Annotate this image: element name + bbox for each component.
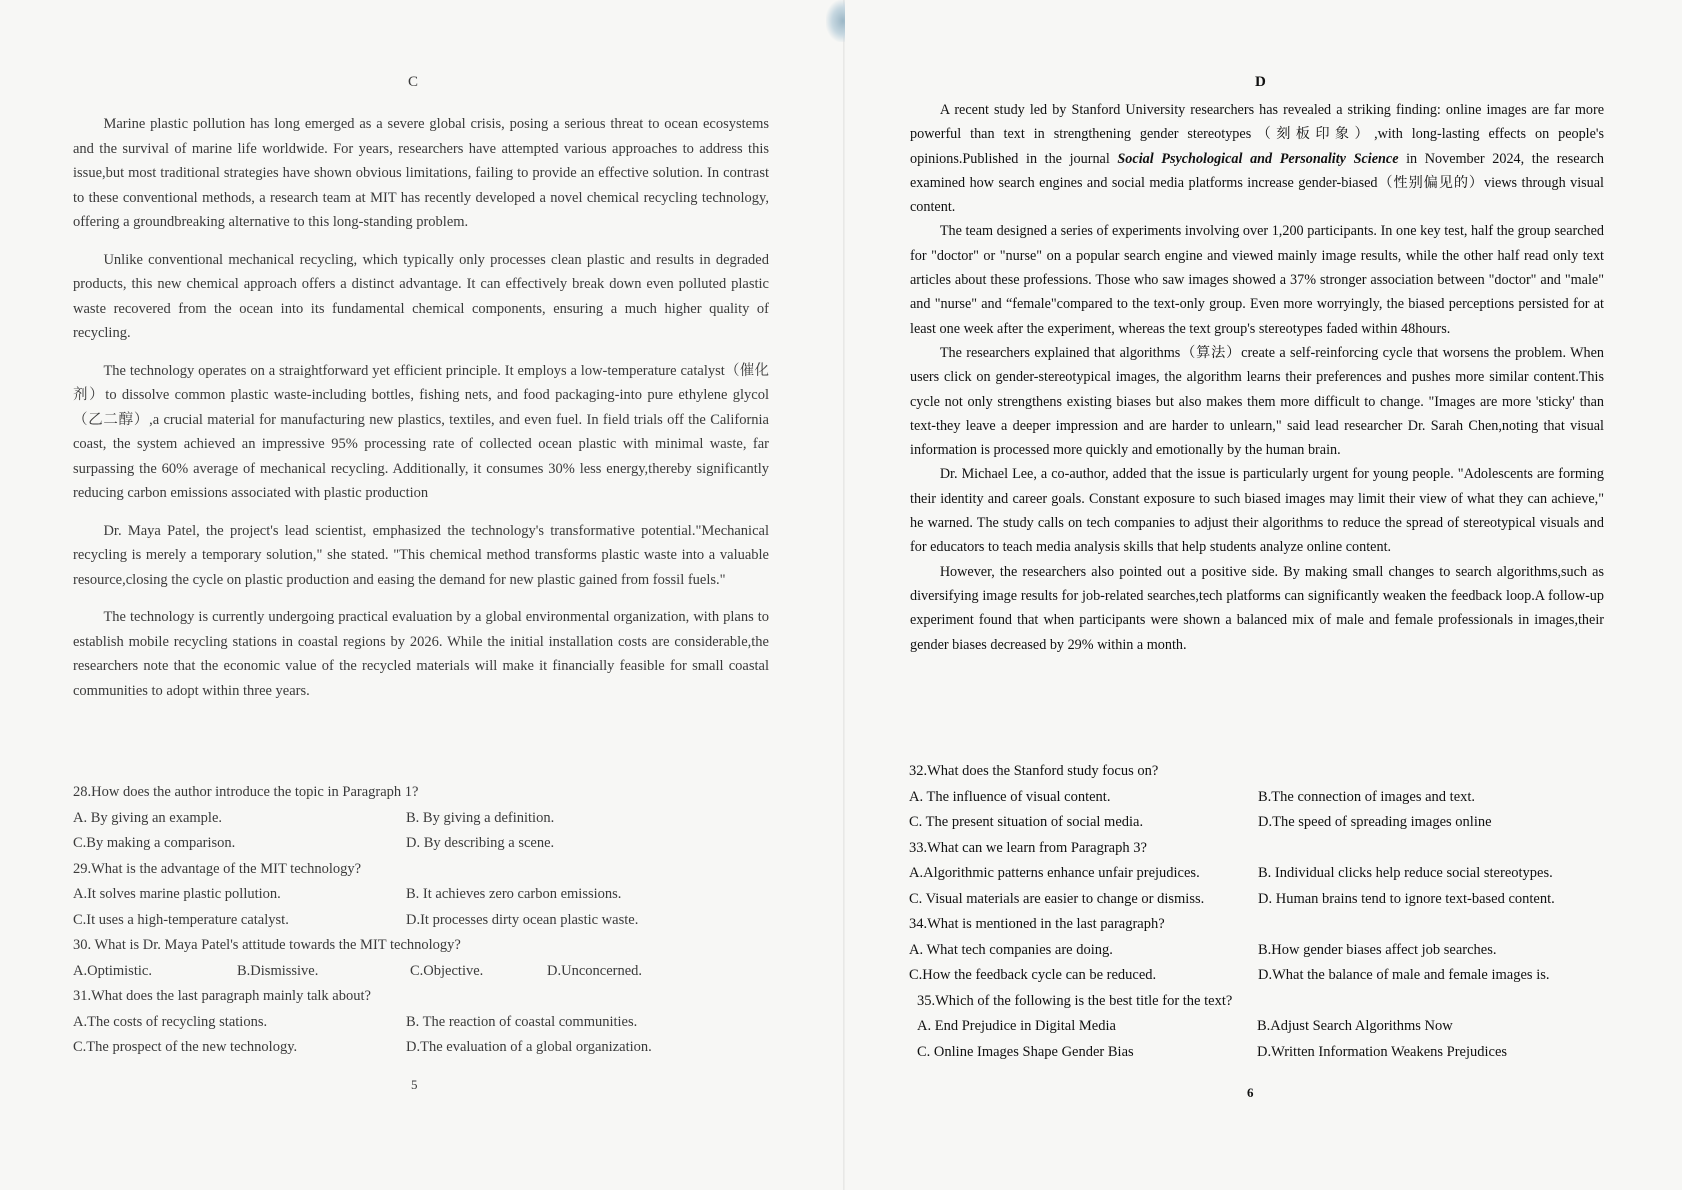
passage-c	[73, 112, 769, 716]
paragraph: Unlike conventional mechanical recycling, which typically only processes clean plastic and results in degraded products, this new chemical approach offers a distinct advantage. It can effectively break down even polluted plastic waste recovered from the ocean into its fundamental chemical components, ensuring a much higher quality of recycling.	[73, 251, 769, 341]
option-row	[909, 1018, 1629, 1044]
option-row	[73, 963, 773, 989]
option-row	[909, 865, 1629, 891]
option-row	[73, 1039, 773, 1065]
option: A. End Prejudice in Digital Media	[917, 1018, 1116, 1034]
option-row	[909, 789, 1629, 815]
option: C.By making a comparison.	[73, 835, 236, 851]
option: B. The reaction of coastal communities.	[406, 1013, 638, 1030]
option: C.How the feedback cycle can be reduced.	[909, 967, 1157, 983]
option: C. Online Images Shape Gender Bias	[917, 1043, 1134, 1060]
option: C.Objective.	[410, 962, 484, 979]
questions-d	[909, 763, 1629, 1069]
option: A. The influence of visual content.	[909, 788, 1111, 805]
option: C. The present situation of social media.	[909, 814, 1144, 830]
option: D.It processes dirty ocean plastic waste.	[406, 911, 639, 928]
option: C. Visual materials are easier to change or dismiss.	[909, 890, 1205, 907]
section-title: D	[1255, 74, 1266, 90]
option-row	[73, 835, 773, 861]
option: C.It uses a high-temperature catalyst.	[73, 911, 289, 928]
right-page	[845, 0, 1682, 1190]
passage-d	[910, 98, 1604, 657]
option: B.Adjust Search Algorithms Now	[1257, 1018, 1453, 1034]
paragraph: The team designed a series of experiments involving over 1,200 participants. In one key test, half the group searched for "doctor" or "nurse" on a popular search engine and viewed mainly image results, while the other half read only text articles about these professions. Those who saw images showed a 37% stronger association between "doctor" and "male" and "nurse" and “female"compared to the text-only group. Even more worryingly, the biased perceptions persisted for at least one week after the experiment, whereas the text group's stereotypes faded within 48hours.	[910, 223, 1604, 337]
option: A. What tech companies are doing.	[909, 941, 1113, 958]
paragraph: The technology is currently undergoing practical evaluation by a global environmental organization, with plans to establish mobile recycling stations in coastal regions by 2026. While the initial installation costs are considerable,the researchers note that the economic value of the recycled materials will make it financially feasible for small coastal communities to adopt within three years.	[73, 609, 769, 699]
paragraph: The technology operates on a straightforward yet efficient principle. It employs a low-temperature catalyst（催化剂）to dissolve common plastic waste-including bottles, fishing nets, and food packaging-into pure ethylene glycol（乙二醇）,a crucial material for manufacturing new plastics, textiles, and even fuel. In field trials off the California coast, the system achieved an impressive 95% processing rate of collected ocean plastic with minimal waste, far surpassing the 60% average of mechanical recycling. Additionally, it consumes 30% less energy,thereby significantly reducing carbon emissions associated with plastic production	[73, 362, 769, 501]
section-title: C	[408, 74, 419, 90]
question-stem: 31.What does the last paragraph mainly talk about?	[73, 988, 371, 1004]
question-stem: 35.Which of the following is the best title for the text?	[917, 992, 1233, 1009]
question-stem: 34.What is mentioned in the last paragraph?	[909, 916, 1165, 932]
paragraph: Dr. Michael Lee, a co-author, added that the issue is particularly urgent for young people. "Adolescents are forming their identity and career goals. Constant exposure to such biased images may limit their view of what they can achieve," he warned. The study calls on tech companies to adjust their algorithms to reduce the spread of stereotypical visuals and for educators to teach media analysis skills that help students analyze online content.	[910, 466, 1604, 556]
option-row	[73, 886, 773, 912]
paragraph: However, the researchers also pointed out a positive side. By making small changes to search algorithms,such as diversifying image results for job-related searches,tech platforms can significantly weaken the feedback loop.A follow-up experiment found that when participants were shown a balanced mix of male and female professionals in images,their gender biases decreased by 29% within a month.	[910, 563, 1604, 653]
option: A. By giving an example.	[73, 809, 223, 826]
option: D.The speed of spreading images online	[1258, 814, 1492, 830]
option: D.Unconcerned.	[547, 962, 643, 979]
option: B.How gender biases affect job searches.	[1258, 941, 1497, 958]
option: B. It achieves zero carbon emissions.	[406, 886, 622, 902]
page-number: 5	[411, 1077, 418, 1092]
question-stem: 32.What does the Stanford study focus on?	[909, 763, 1159, 779]
option: C.The prospect of the new technology.	[73, 1039, 298, 1055]
question-stem: 33.What can we learn from Paragraph 3?	[909, 839, 1147, 856]
option: A.It solves marine plastic pollution.	[73, 886, 281, 902]
option-row	[909, 1044, 1629, 1070]
option: A.Algorithmic patterns enhance unfair prejudices.	[909, 865, 1200, 881]
option: D.Written Information Weakens Prejudices	[1257, 1043, 1508, 1060]
option: D.The evaluation of a global organization.	[406, 1039, 652, 1055]
option-row	[909, 814, 1629, 840]
paragraph: Dr. Maya Patel, the project's lead scientist, emphasized the technology's transformative potential."Mechanical recycling is merely a temporary solution," she stated. "This chemical method transforms plastic waste into a valuable resource,closing the cycle on plastic production and easing the demand for new plastic gained from fossil fuels."	[73, 522, 769, 588]
option-row	[73, 912, 773, 938]
paragraph: The researchers explained that algorithms（算法）create a self-reinforcing cycle that worsens the problem. When users click on gender-stereotypical images, the algorithm learns their preferences and pushes more similar content.This cycle not only strengthens existing biases but also makes them more difficult to change. "Images are more 'sticky' than text-they leave a deeper impression and are harder to unlearn," said lead researcher Dr. Sarah Chen,noting that visual information is processed more quickly and emotionally by the human brain.	[910, 344, 1604, 459]
option-row	[73, 1014, 773, 1040]
option: B.Dismissive.	[237, 962, 319, 979]
journal-title: Social Psychological and Personality Science	[1117, 150, 1399, 167]
question-stem: 28.How does the author introduce the topic in Paragraph 1?	[73, 784, 419, 800]
option: D. Human brains tend to ignore text-based content.	[1258, 890, 1555, 907]
question-stem: 30. What is Dr. Maya Patel's attitude towards the MIT technology?	[73, 937, 461, 953]
question-stem: 29.What is the advantage of the MIT technology?	[73, 860, 362, 877]
option-row	[73, 810, 773, 836]
option-row	[909, 942, 1629, 968]
option: D.What the balance of male and female images is.	[1258, 967, 1550, 983]
option: A.The costs of recycling stations.	[73, 1013, 268, 1030]
page-number: 6	[1247, 1085, 1254, 1100]
paragraph: A recent study led by Stanford University researchers has revealed a striking finding: online images are far more powerful than text in strengthening gender stereotypes（刻板印象）,with long-lasting effects on people's opinions.Published in the journal Social Psychological and Personality Science in November 2024, the research examined how search engines and social media platforms increase gender-biased（性别偏见的）views through visual content.	[910, 102, 1604, 216]
questions-c	[73, 784, 773, 1065]
option: A.Optimistic.	[73, 962, 152, 979]
option-row	[909, 967, 1629, 993]
option: B. Individual clicks help reduce social stereotypes.	[1258, 865, 1553, 881]
option: B.The connection of images and text.	[1258, 788, 1476, 805]
paragraph: Marine plastic pollution has long emerged as a severe global crisis, posing a serious threat to ocean ecosystems and the survival of marine life worldwide. For years, researchers have attempted various approaches to address this issue,but most traditional strategies have shown obvious limitations, failing to provide an effective solution. In contrast to these conventional methods, a research team at MIT has recently developed a novel chemical recycling technology, offering a groundbreaking alternative to this long-standing problem.	[73, 116, 769, 230]
option-row	[909, 891, 1629, 917]
option: D. By describing a scene.	[406, 835, 555, 851]
option: B. By giving a definition.	[406, 809, 555, 826]
